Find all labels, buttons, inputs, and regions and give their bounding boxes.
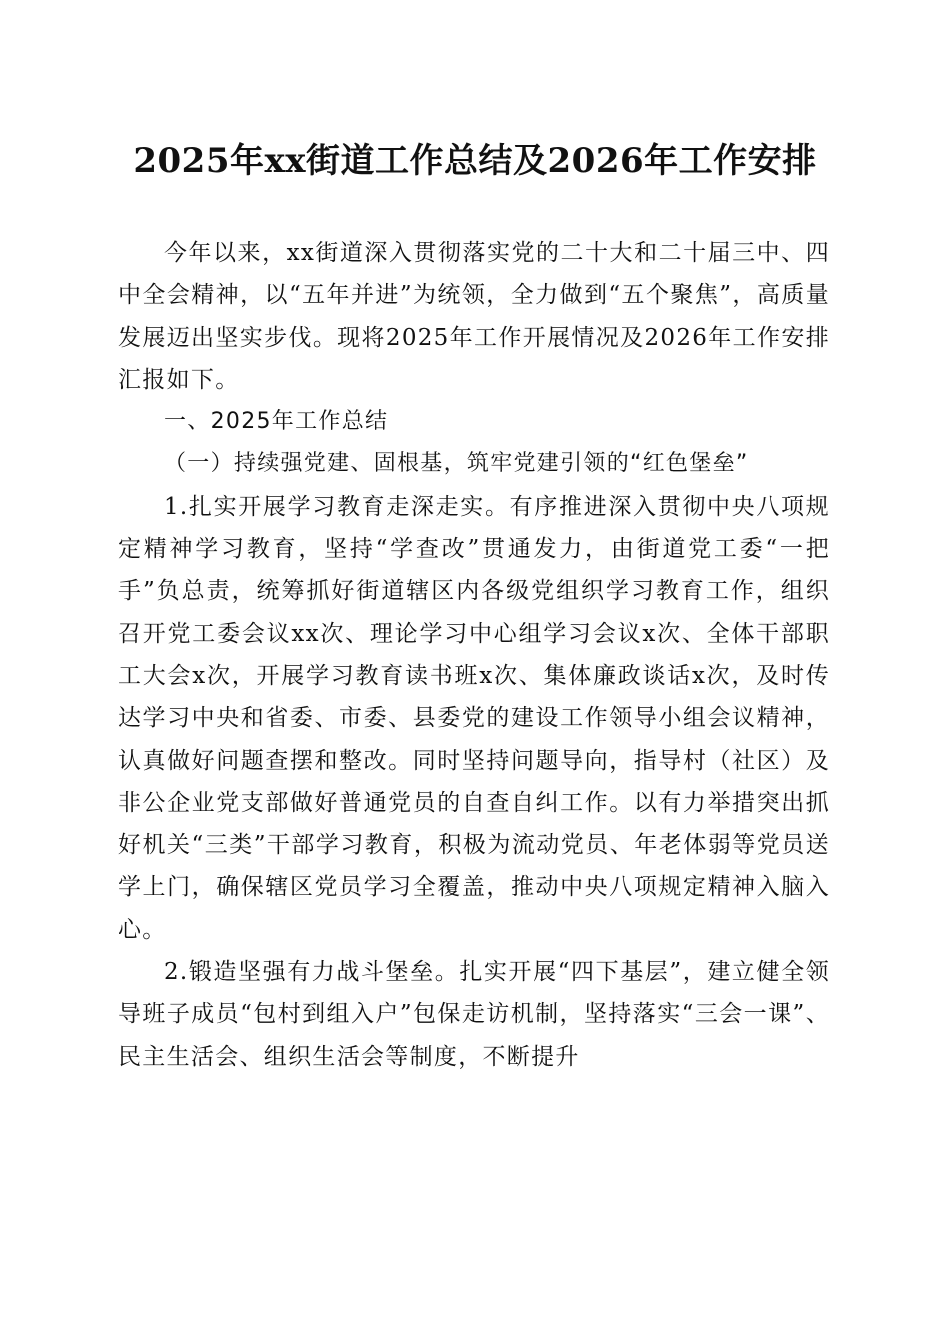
document-body bbox=[118, 232, 830, 1078]
subsection-heading: （一）持续强党建、固根基，筑牢党建引领的“红色堡垒” bbox=[164, 451, 749, 477]
intro-paragraph: 今年以来，xx街道深入贯彻落实党的二十大和二十届三中、四中全会精神，以“五年并进”为统领，全力做到“五个聚焦”，高质量发展迈出坚实步伐。现将2025年工作开展情况及2026年工作安排汇报如下。 bbox=[118, 240, 830, 393]
section-heading: 一、2025年工作总结 bbox=[164, 409, 389, 435]
item-1-paragraph: 1.扎实开展学习教育走深走实。有序推进深入贯彻中央八项规定精神学习教育，坚持“学查改”贯通发力，由街道党工委“一把手”负总责，统筹抓好街道辖区内各级党组织学习教育工作，组织召开党工委会议xx次、理论学习中心组学习会议x次、全体干部职工大会x次，开展学习教育读书班x次、集体廉政谈话x次，及时传达学习中央和省委、市委、县委党的建设工作领导小组会议精神，认真做好问题查摆和整改。同时坚持问题导向，指导村（社区）及非公企业党支部做好普通党员的自查自纠工作。以有力举措突出抓好机关“三类”干部学习教育，积极为流动党员、年老体弱等党员送学上门，确保辖区党员学习全覆盖，推动中央八项规定精神入脑入心。 bbox=[118, 493, 830, 943]
item-2-paragraph: 2.锻造坚强有力战斗堡垒。扎实开展“四下基层”，建立健全领导班子成员“包村到组入户”包保走访机制，坚持落实“三会一课”、民主生活会、组织生活会等制度，不断提升 bbox=[118, 959, 830, 1070]
document-title: 2025年xx街道工作总结及2026年工作安排 bbox=[133, 141, 817, 181]
